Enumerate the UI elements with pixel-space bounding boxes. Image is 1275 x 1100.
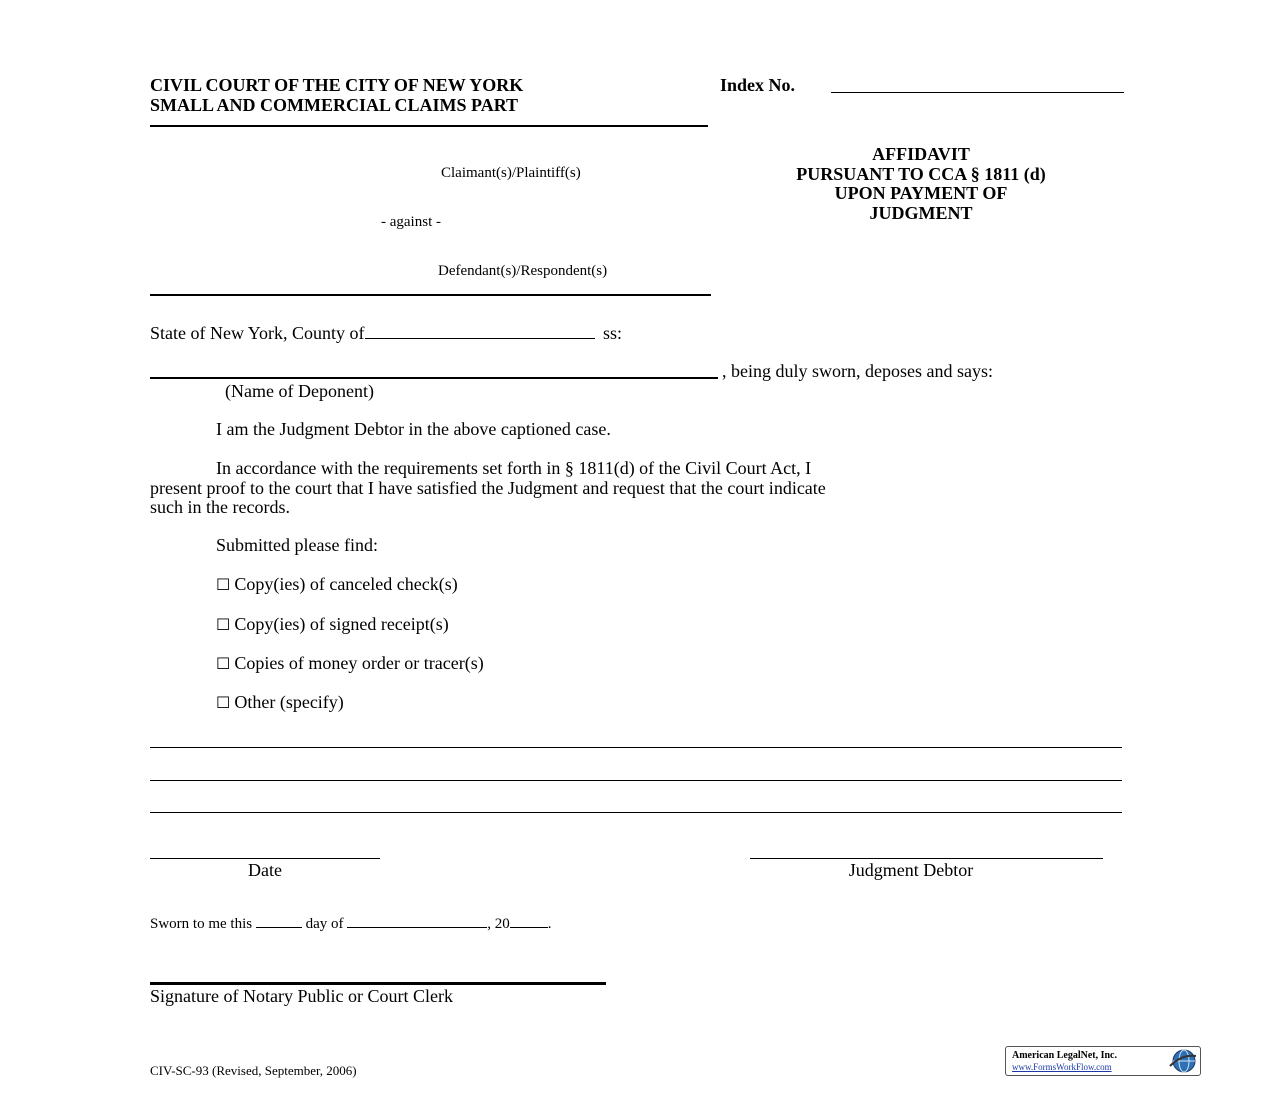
specify-line-3[interactable] bbox=[150, 812, 1122, 813]
county-field[interactable] bbox=[365, 322, 595, 339]
header-divider bbox=[150, 125, 708, 127]
checklist-item-signed-receipts[interactable] bbox=[216, 614, 449, 635]
american-legalnet-logo[interactable] bbox=[1005, 1046, 1201, 1076]
sworn-prefix: Sworn to me this bbox=[150, 916, 253, 932]
court-name-line2: SMALL AND COMMERCIAL CLAIMS PART bbox=[150, 95, 519, 115]
date-field[interactable] bbox=[150, 858, 380, 859]
checkbox-icon[interactable]: ☐ bbox=[216, 615, 231, 634]
venue-ss: ss: bbox=[603, 323, 623, 343]
sworn-period: . bbox=[547, 916, 552, 932]
checkbox-icon[interactable]: ☐ bbox=[216, 693, 231, 712]
sworn-statement: , being duly sworn, deposes and says: bbox=[722, 361, 993, 381]
sworn-year-field[interactable] bbox=[510, 915, 548, 928]
submitted-label: Submitted please find: bbox=[216, 535, 378, 555]
caption-divider bbox=[150, 294, 711, 296]
document-title bbox=[720, 145, 1122, 223]
logo-name: American LegalNet, Inc. bbox=[1012, 1050, 1117, 1061]
paragraph-requirements-line1: In accordance with the requirements set forth in § 1811(d) of the Civil Court Act, I bbox=[216, 458, 812, 478]
title-line1: AFFIDAVIT bbox=[872, 144, 970, 164]
logo-url-link[interactable]: www.FormsWorkFlow.com bbox=[1012, 1062, 1112, 1072]
claimant-label: Claimant(s)/Plaintiff(s) bbox=[441, 165, 581, 181]
date-label: Date bbox=[248, 860, 282, 880]
sworn-line bbox=[150, 915, 552, 933]
checklist-item-canceled-checks[interactable] bbox=[216, 574, 458, 595]
title-line4: JUDGMENT bbox=[869, 202, 973, 223]
defendant-label: Defendant(s)/Respondent(s) bbox=[438, 263, 608, 279]
checklist-label: Copies of money order or tracer(s) bbox=[234, 653, 484, 673]
court-name-line1: CIVIL COURT OF THE CITY OF NEW YORK bbox=[150, 75, 524, 95]
index-number-field[interactable] bbox=[831, 92, 1124, 93]
checkbox-icon[interactable]: ☐ bbox=[216, 654, 231, 673]
sworn-comma-year: , 20 bbox=[487, 916, 510, 932]
deponent-name-label: (Name of Deponent) bbox=[225, 381, 374, 401]
title-line2: PURSUANT TO CCA § 1811 (d) bbox=[796, 163, 1046, 184]
venue-state-county: State of New York, County of bbox=[150, 323, 365, 343]
checklist-label: Other (specify) bbox=[234, 692, 344, 712]
judgment-debtor-signature-field[interactable] bbox=[750, 858, 1103, 859]
paragraph-requirements-line3: such in the records. bbox=[150, 497, 290, 517]
paragraph-requirements-line2: present proof to the court that I have satisfied the Judgment and request that the court indicate bbox=[150, 478, 826, 498]
specify-line-1[interactable] bbox=[150, 747, 1122, 748]
checkbox-icon[interactable]: ☐ bbox=[216, 575, 231, 594]
checklist-item-money-order[interactable] bbox=[216, 653, 484, 674]
deponent-name-field[interactable] bbox=[150, 377, 718, 379]
notary-signature-field[interactable] bbox=[150, 982, 606, 985]
index-number-label: Index No. bbox=[720, 75, 796, 95]
globe-icon bbox=[1167, 1048, 1197, 1074]
specify-line-2[interactable] bbox=[150, 780, 1122, 781]
against-label: - against - bbox=[381, 214, 441, 230]
notary-label: Signature of Notary Public or Court Clerk bbox=[150, 986, 453, 1006]
judgment-debtor-label: Judgment Debtor bbox=[848, 860, 974, 880]
sworn-month-field[interactable] bbox=[347, 915, 487, 928]
form-id: CIV-SC-93 (Revised, September, 2006) bbox=[150, 1063, 357, 1078]
checklist-label: Copy(ies) of canceled check(s) bbox=[234, 574, 458, 594]
sworn-day-field[interactable] bbox=[256, 915, 302, 928]
checklist-label: Copy(ies) of signed receipt(s) bbox=[234, 614, 449, 634]
paragraph-debtor: I am the Judgment Debtor in the above captioned case. bbox=[216, 419, 611, 439]
title-line3: UPON PAYMENT OF bbox=[834, 183, 1008, 203]
venue-line bbox=[150, 322, 622, 344]
sworn-day-of: day of bbox=[305, 916, 344, 932]
checklist-item-other[interactable] bbox=[216, 692, 344, 713]
